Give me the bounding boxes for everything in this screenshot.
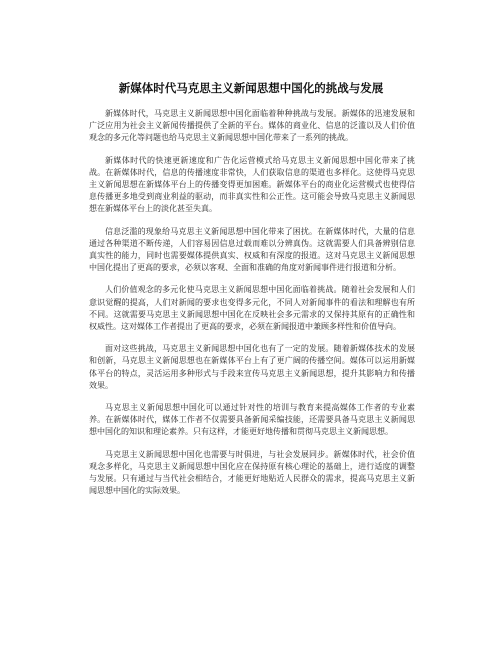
paragraph-6: 马克思主义新闻思想中国化可以通过针对性的培训与教育来提高媒体工作者的专业素养。在新媒体时代，媒体工作者不仅需要具备新闻采编技能，还需要具备马克思主义新闻思想中国化的知识和理论素养。只有这样，才能更好地传播和贯彻马克思主义新闻思想。 <box>89 403 415 437</box>
paragraph-7: 马克思主义新闻思想中国化也需要与时俱进，与社会发展同步。新媒体时代，社会价值观念多样化，马克思主义新闻思想中国化应在保持原有核心理论的基础上，进行适度的调整与发展。只有通过与当代社会相结合，才能更好地贴近人民群众的需求，提高马克思主义新闻思想中国化的实际效果。 <box>89 449 415 496</box>
document-body <box>89 108 415 507</box>
paragraph-2: 新媒体时代的快速更新速度和广告化运营模式给马克思主义新闻思想中国化带来了挑战。在新媒体时代，信息的传播速度非常快，人们获取信息的渠道也多样化。这使得马克思主义新闻思想在新媒体平台上的传播变得更加困难。新媒体平台的商业化运营模式也使得信息传播更多地受到商业利益的驱动，而非真实性和公正性。这可能会导致马克思主义新闻思想在新媒体平台上的淡化甚至失真。 <box>89 155 415 214</box>
paragraph-5: 面对这些挑战，马克思主义新闻思想中国化也有了一定的发展。随着新媒体技术的发展和创新，马克思主义新闻思想也在新媒体平台上有了更广阔的传播空间。媒体可以运用新媒体平台的特点，灵活运用多种形式与手段来宣传马克思主义新闻思想，提升其影响力和传播效果。 <box>89 344 415 390</box>
paragraph-3: 信息泛滥的现象给马克思主义新闻思想中国化带来了困扰。在新媒体时代，大量的信息通过各种渠道不断传递，人们容易因信息过载而难以分辨真伪。这就需要人们具备辨别信息真实性的能力，同时也需要媒体提供真实、权威和有深度的报道。这对马克思主义新闻思想中国化提出了更高的要求，必须以客观、全面和准确的角度对新闻事件进行报道和分析。 <box>89 226 415 273</box>
paragraph-4: 人们价值观念的多元化使马克思主义新闻思想中国化面临着挑战。随着社会发展和人们意识觉醒的提高，人们对新闻的要求也变得多元化，不同人对新闻事件的看法和理解也有所不同。这就需要马克思主义新闻思想中国化在反映社会多元需求的又保持其原有的正确性和权威性。这对媒体工作者提出了更高的要求，必须在新闻报道中兼顾多样性和价值导向。 <box>89 285 415 332</box>
paragraph-1: 新媒体时代，马克思主义新闻思想中国化面临着种种挑战与发展。新媒体的迅速发展和广泛应用为社会主义新闻传播提供了全新的平台。媒体的商业化、信息的泛滥以及人们价值观念的多元化等问题也给马克思主义新闻思想中国化带来了一系列的挑战。 <box>89 109 415 143</box>
document-title: 新媒体时代马克思主义新闻思想中国化的挑战与发展 <box>118 81 384 95</box>
